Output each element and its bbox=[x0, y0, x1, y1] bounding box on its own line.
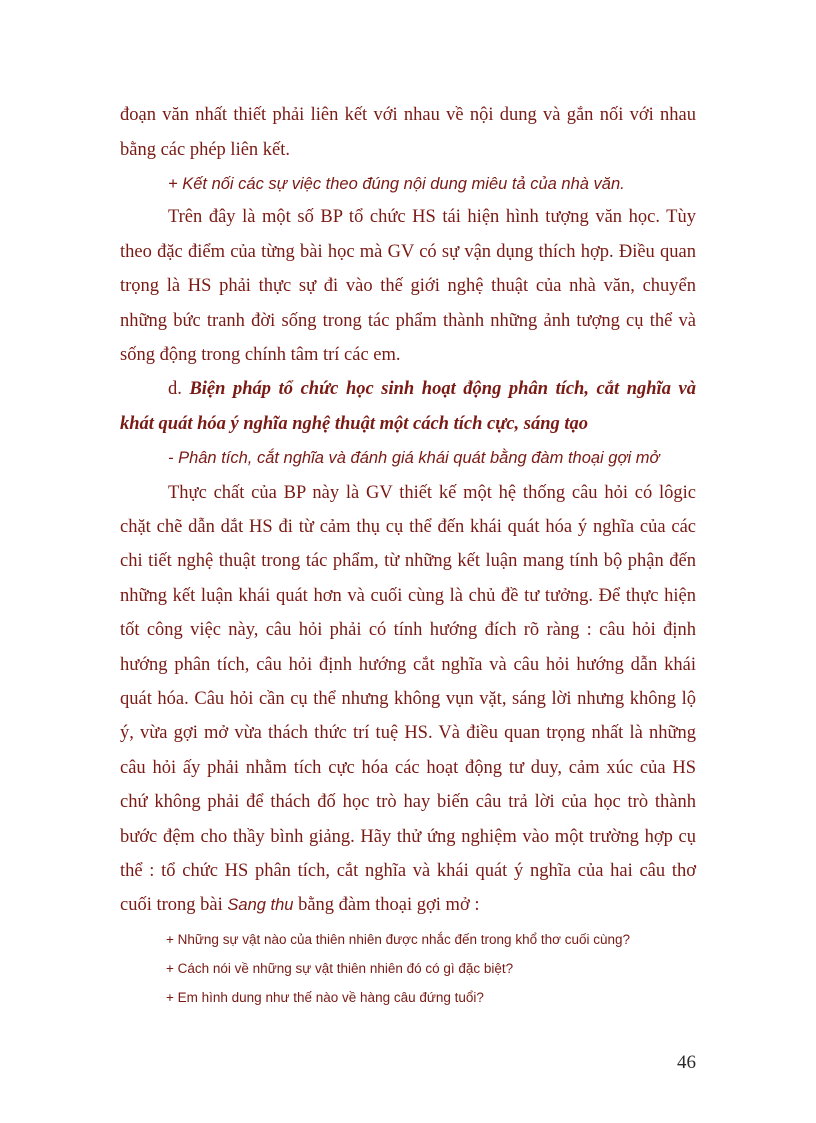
section-heading bbox=[168, 377, 696, 401]
poem-title: Sang thu bbox=[227, 896, 294, 914]
paragraph-line: ý, vừa gợi mở vừa thách thức trí tuệ HS. Và điều quan trọng nhất là những bbox=[120, 723, 696, 743]
question-item: + Những sự vật nào của thiên nhiên được nhắc đến trong khổ thơ cuối cùng? bbox=[166, 932, 630, 947]
paragraph-line: đoạn văn nhất thiết phải liên kết với nhau về nội dung và gắn nối với nhau bbox=[120, 105, 696, 125]
paragraph-line: những kết luận khái quát hơn và cuối cùng là chủ đề tư tưởng. Để thực hiện bbox=[120, 586, 696, 606]
paragraph-line: sống động trong chính tâm trí các em. bbox=[120, 345, 401, 365]
paragraph-line: quát hóa. Câu hỏi cần cụ thể nhưng không vụn vặt, sáng lời nhưng không lộ bbox=[120, 689, 696, 709]
subheading-line: - Phân tích, cắt nghĩa và đánh giá khái quát bằng đàm thoại gợi mở bbox=[168, 449, 660, 467]
paragraph-line: những bức tranh đời sống trong tác phẩm thành những ảnh tượng cụ thể và bbox=[120, 311, 696, 331]
text-run: bằng đàm thoại gợi mở : bbox=[293, 895, 480, 915]
section-heading-title: Biện pháp tổ chức học sinh hoạt động phân tích, cắt nghĩa và bbox=[189, 379, 696, 399]
paragraph-line: bằng các phép liên kết. bbox=[120, 140, 291, 160]
page-number: 46 bbox=[677, 1052, 696, 1073]
bullet-line: + Kết nối các sự việc theo đúng nội dung miêu tả của nhà văn. bbox=[168, 175, 625, 193]
paragraph-line: bước đệm cho thầy bình giảng. Hãy thử ứng nghiệm vào một trường hợp cụ bbox=[120, 827, 696, 847]
paragraph-line: hướng phân tích, câu hỏi định hướng cắt nghĩa và câu hỏi hướng dẫn khái bbox=[120, 655, 696, 675]
text-run: cuối trong bài bbox=[120, 895, 228, 915]
question-item: + Em hình dung như thế nào về hàng câu đứng tuổi? bbox=[166, 990, 484, 1005]
paragraph-line: chi tiết nghệ thuật trong tác phẩm, từ những kết luận mang tính bộ phận đến bbox=[120, 551, 696, 571]
paragraph-line: chứ không phải để thách đố học trò hay biến câu trả lời của học trò thành bbox=[120, 792, 696, 812]
paragraph-line: chặt chẽ dẫn dắt HS đi từ cảm thụ cụ thể đến khái quát hóa ý nghĩa của các bbox=[120, 517, 696, 537]
paragraph-line: câu hỏi ấy phải nhằm tích cực hóa các hoạt động tư duy, cảm xúc của HS bbox=[120, 758, 696, 778]
question-item: + Cách nói về những sự vật thiên nhiên đó có gì đặc biệt? bbox=[166, 961, 514, 976]
paragraph-line: trọng là HS phải thực sự đi vào thế giới nghệ thuật của nhà văn, chuyển bbox=[120, 276, 696, 296]
paragraph-line: tốt công việc này, câu hỏi phải có tính hướng đích rõ ràng : câu hỏi định bbox=[120, 620, 696, 640]
section-heading-prefix: d. bbox=[168, 379, 190, 399]
paragraph-line: Thực chất của BP này là GV thiết kế một hệ thống câu hỏi có lôgic bbox=[168, 483, 696, 503]
paragraph-line: thể : tổ chức HS phân tích, cắt nghĩa và khái quát ý nghĩa của hai câu thơ bbox=[120, 861, 696, 881]
section-heading-continued: khát quát hóa ý nghĩa nghệ thuật một cách tích cực, sáng tạo bbox=[120, 414, 589, 434]
paragraph-line bbox=[120, 893, 696, 917]
paragraph-line: theo đặc điểm của từng bài học mà GV có sự vận dụng thích hợp. Điều quan bbox=[120, 242, 696, 262]
paragraph-line: Trên đây là một số BP tổ chức HS tái hiện hình tượng văn học. Tùy bbox=[168, 207, 696, 227]
